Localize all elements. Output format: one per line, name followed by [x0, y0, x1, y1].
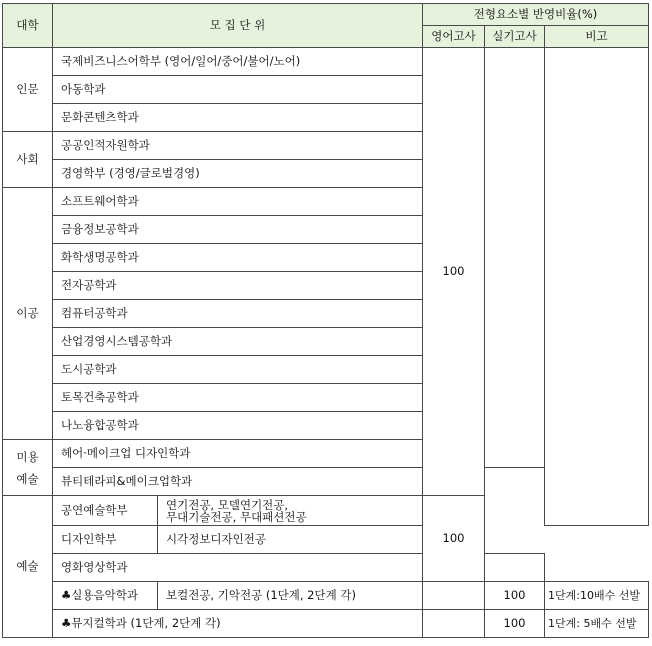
college-humanities: 인문	[3, 48, 53, 132]
music-practical-value: 100	[485, 582, 545, 610]
college-beauty: 미용 예술	[3, 440, 53, 496]
admission-ratio-table	[2, 3, 649, 638]
design-practical-value: 100	[423, 496, 485, 582]
english-ratio-value: 100	[423, 48, 485, 496]
unit-electronics: 전자공학과	[53, 272, 423, 300]
musical-note: 1단계: 5배수 선발	[545, 610, 649, 638]
header-practical: 실기고사	[485, 26, 545, 48]
unit-urban: 도시공학과	[53, 356, 423, 384]
practical-empty-cell	[485, 48, 545, 468]
unit-industrial: 산업경영시스템공학과	[53, 328, 423, 356]
musical-practical-value: 100	[485, 610, 545, 638]
unit-computer: 컴퓨터공학과	[53, 300, 423, 328]
unit-business: 경영학부 (경영/글로벌경영)	[53, 160, 423, 188]
unit-child: 아동학과	[53, 76, 423, 104]
unit-musical: ♣뮤지컬학과 (1단계, 2단계 각)	[53, 610, 423, 638]
unit-software: 소프트웨어학과	[53, 188, 423, 216]
college-science: 이공	[3, 188, 53, 440]
note-empty-cell	[545, 48, 649, 526]
header-note: 비고	[545, 26, 649, 48]
unit-design: 디자인학부	[53, 526, 158, 554]
unit-design-major: 시각정보디자인전공	[158, 526, 423, 554]
unit-performing-major: 연기전공, 모델연기전공, 무대기술전공, 무대패션전공	[158, 496, 423, 526]
music-note: 1단계:10배수 선발	[545, 582, 649, 610]
header-ratio: 전형요소별 반영비율(%)	[423, 4, 649, 26]
unit-intl-business: 국제비즈니스어학부 (영어/일어/중어/불어/노어)	[53, 48, 423, 76]
header-unit: 모 집 단 위	[53, 4, 423, 48]
unit-performing: 공연예술학부	[53, 496, 158, 526]
unit-beauty-therapy: 뷰티테라피&메이크업학과	[53, 468, 423, 496]
unit-applied-music: ♣실용음악학과	[53, 582, 158, 610]
unit-applied-music-major: 보컬전공, 기악전공 (1단계, 2단계 각)	[158, 582, 423, 610]
unit-film: 영화영상학과	[53, 554, 423, 582]
unit-chem-bio: 화학생명공학과	[53, 244, 423, 272]
college-social: 사회	[3, 132, 53, 188]
unit-nano: 나노융합공학과	[53, 412, 423, 440]
college-arts: 예술	[3, 496, 53, 638]
header-college: 대학	[3, 4, 53, 48]
unit-hair-makeup: 헤어·메이크업 디자인학과	[53, 440, 423, 468]
english-empty-cell-music	[423, 582, 485, 610]
unit-culture-contents: 문화콘텐츠학과	[53, 104, 423, 132]
unit-financial-it: 금융정보공학과	[53, 216, 423, 244]
unit-civil-arch: 토목건축공학과	[53, 384, 423, 412]
english-empty-cell-film	[485, 554, 545, 582]
english-empty-cell-musical	[423, 610, 485, 638]
unit-public-hr: 공공인적자원학과	[53, 132, 423, 160]
header-english: 영어고사	[423, 26, 485, 48]
